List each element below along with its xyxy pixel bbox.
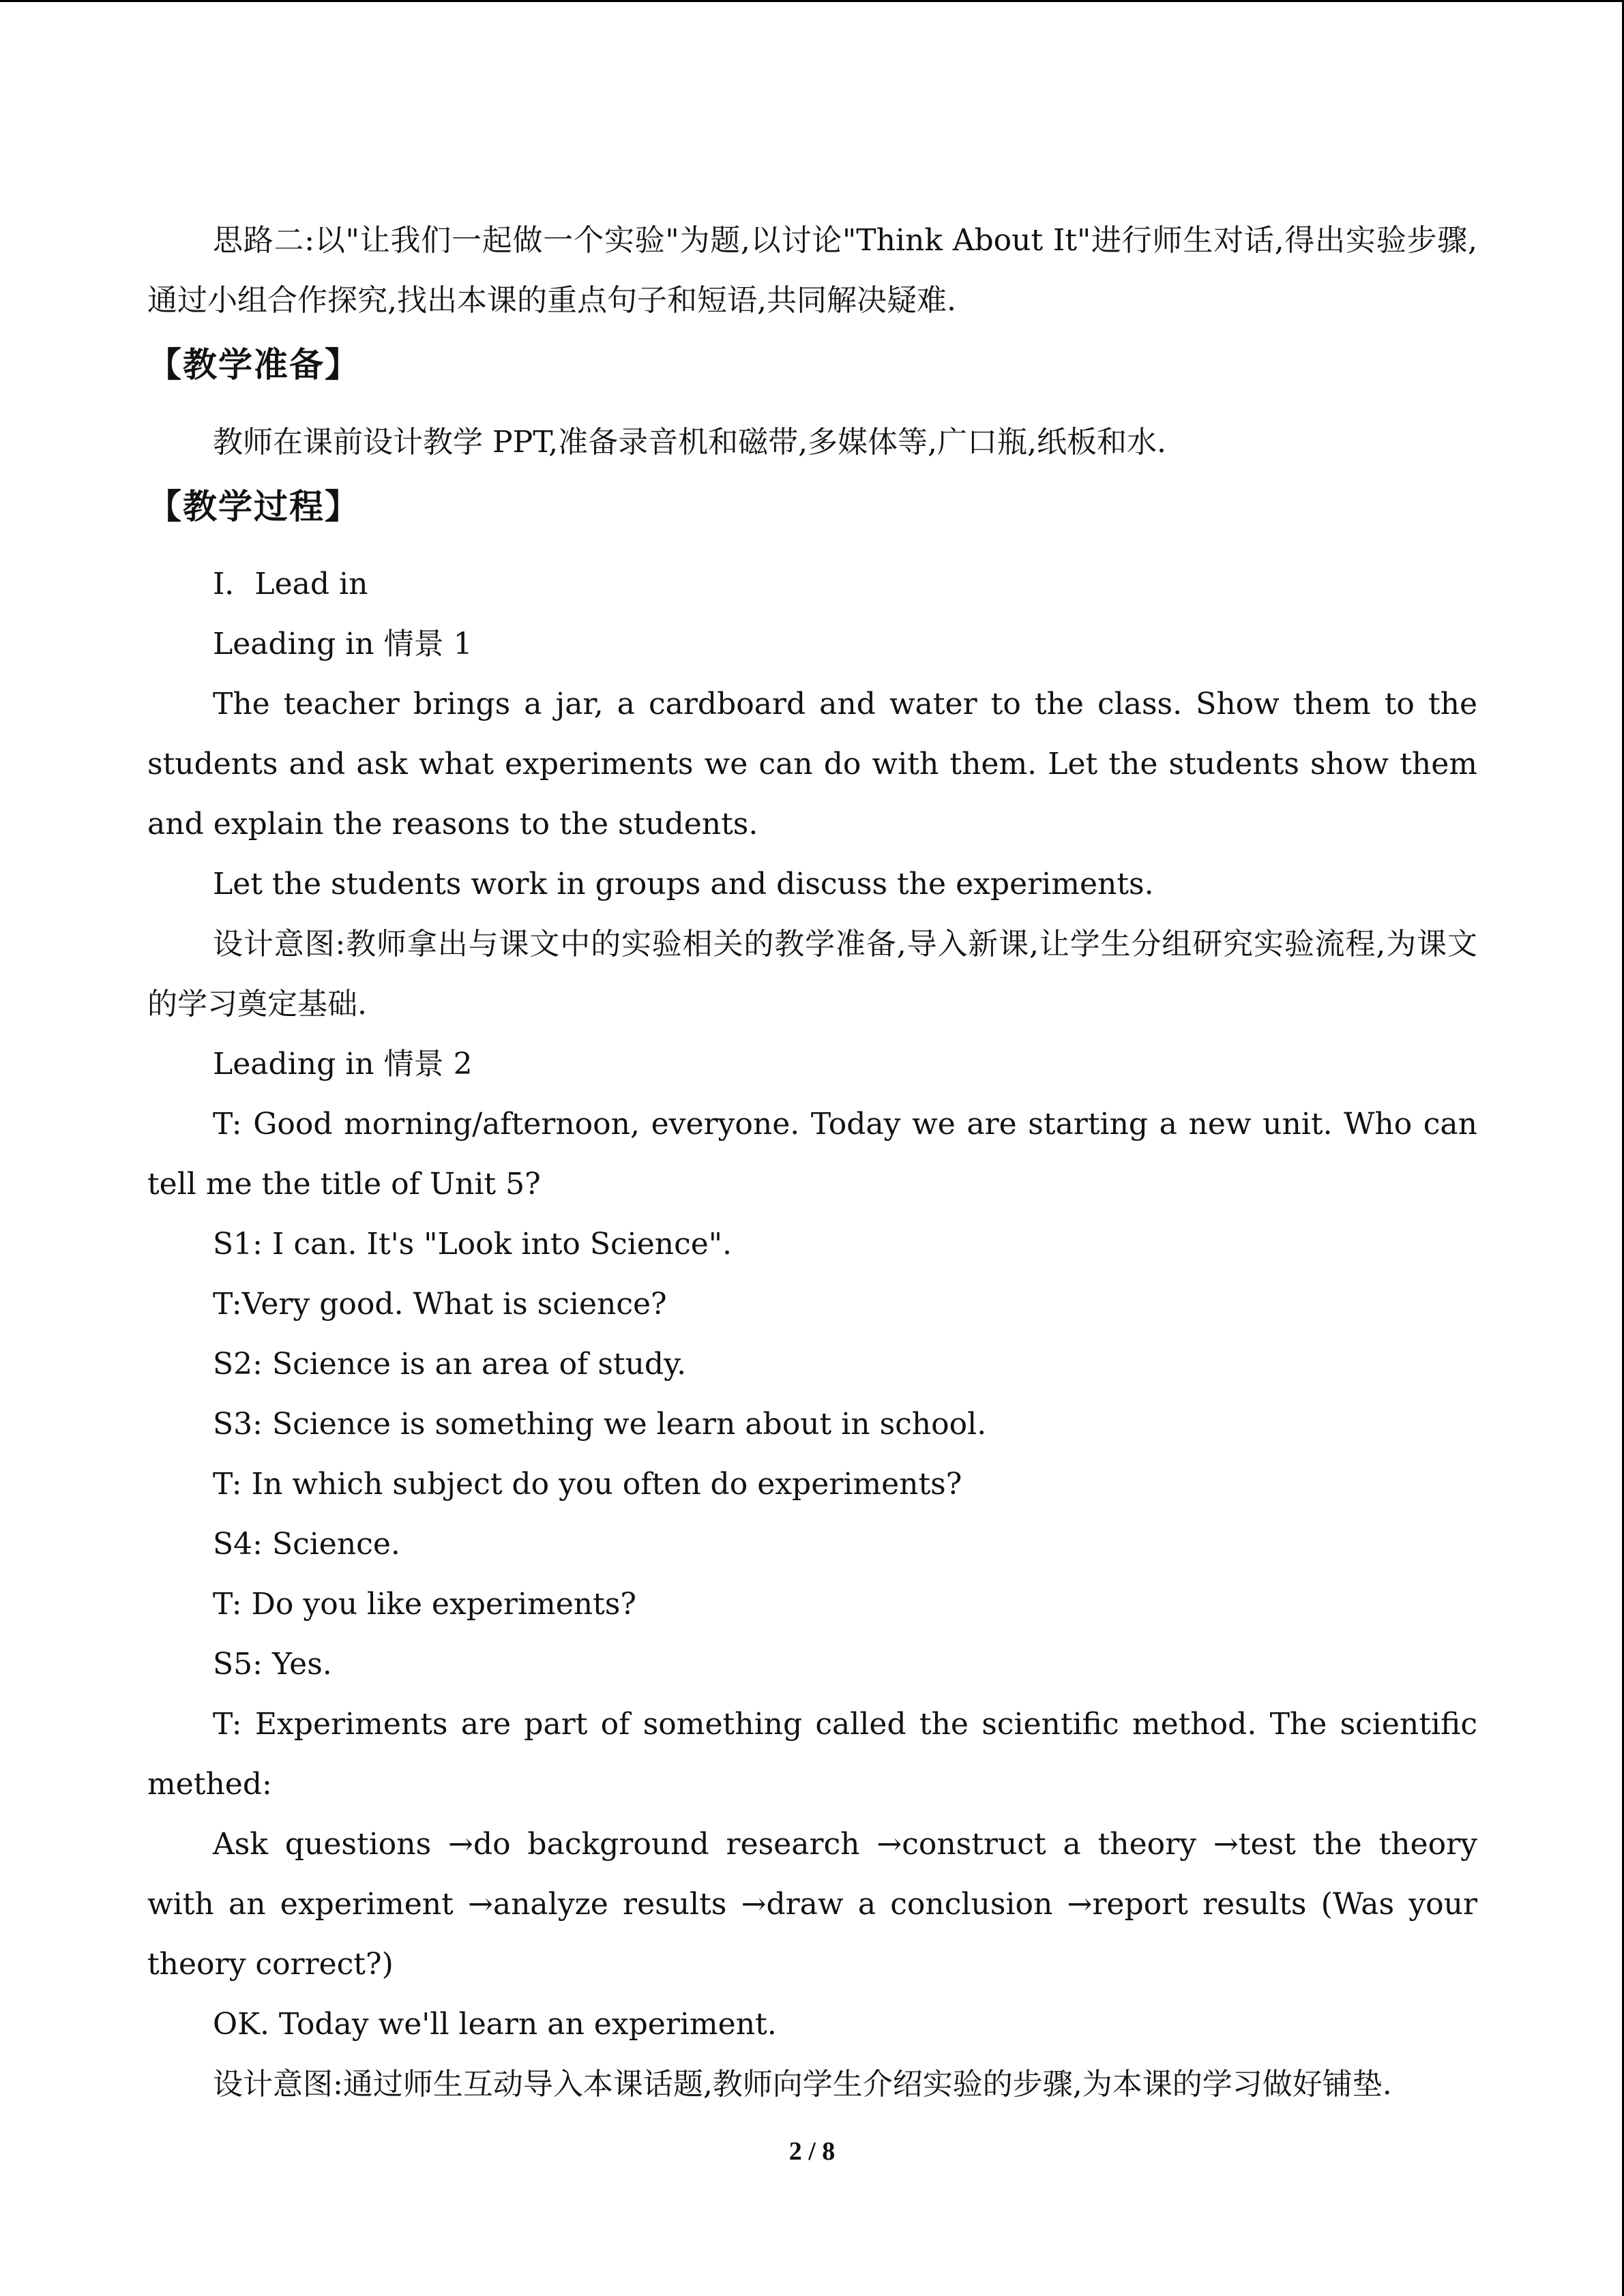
dialogue-line: T: Good morning/afternoon, everyone. Today we are starting a new unit. Who can tell me the title of Unit 5? — [147, 1107, 1477, 1202]
dialogue-line: S4: Science. — [213, 1527, 400, 1562]
dialogue-line: T: Do you like experiments? — [213, 1587, 636, 1622]
section-heading-prep: 【教学准备】 — [147, 345, 360, 385]
prep-paragraph: 教师在课前设计教学 PPT,准备录音机和磁带,多媒体等,广口瓶,纸板和水. — [213, 425, 1167, 460]
section-heading-process: 【教学过程】 — [147, 487, 360, 526]
page-content — [147, 211, 1477, 2115]
lead-in-title: Ⅰ．Lead in — [213, 567, 368, 601]
scene1-paragraph: The teacher brings a jar, a cardboard and water to the class. Show them to the students and ask what experiments we can do with them. Let the students show them and explain the reasons to the students. — [147, 687, 1477, 841]
scene1-group-work: Let the students work in groups and discuss the experiments. — [213, 867, 1154, 901]
dialogue-line: T: In which subject do you often do experiments? — [213, 1467, 962, 1502]
page-number: 2 / 8 — [788, 2137, 836, 2166]
scene1-design-intent: 设计意图:教师拿出与课文中的实验相关的教学准备,导入新课,让学生分组研究实验流程,为课文的学习奠定基础. — [147, 927, 1477, 1022]
intro-paragraph: 思路二:以"让我们一起做一个实验"为题,以讨论"Think About It"进行师生对话,得出实验步骤,通过小组合作探究,找出本课的重点句子和短语,共同解决疑难. — [147, 223, 1477, 318]
dialogue-line: S5: Yes. — [213, 1647, 332, 1682]
dialogue-line: OK. Today we'll learn an experiment. — [213, 2007, 777, 2042]
dialogue-line: T:Very good. What is science? — [213, 1287, 667, 1322]
scene1-title: Leading in 情景 1 — [213, 627, 473, 661]
scientific-method-steps: Ask questions →do background research →construct a theory →test the theory with an experiment →analyze results →draw a conclusion →report results (Was your theory correct?) — [147, 1827, 1477, 1982]
dialogue-line: S2: Science is an area of study. — [213, 1347, 687, 1382]
dialogue-line: S1: I can. It's "Look into Science". — [213, 1227, 733, 1262]
scene2-title: Leading in 情景 2 — [213, 1047, 473, 1082]
dialogue-line: T: Experiments are part of something called the scientific method. The scientific methed: — [147, 1707, 1477, 1802]
dialogue-line: S3: Science is something we learn about in school. — [213, 1407, 987, 1442]
scene2-design-intent: 设计意图:通过师生互动导入本课话题,教师向学生介绍实验的步骤,为本课的学习做好铺垫. — [213, 2067, 1392, 2102]
